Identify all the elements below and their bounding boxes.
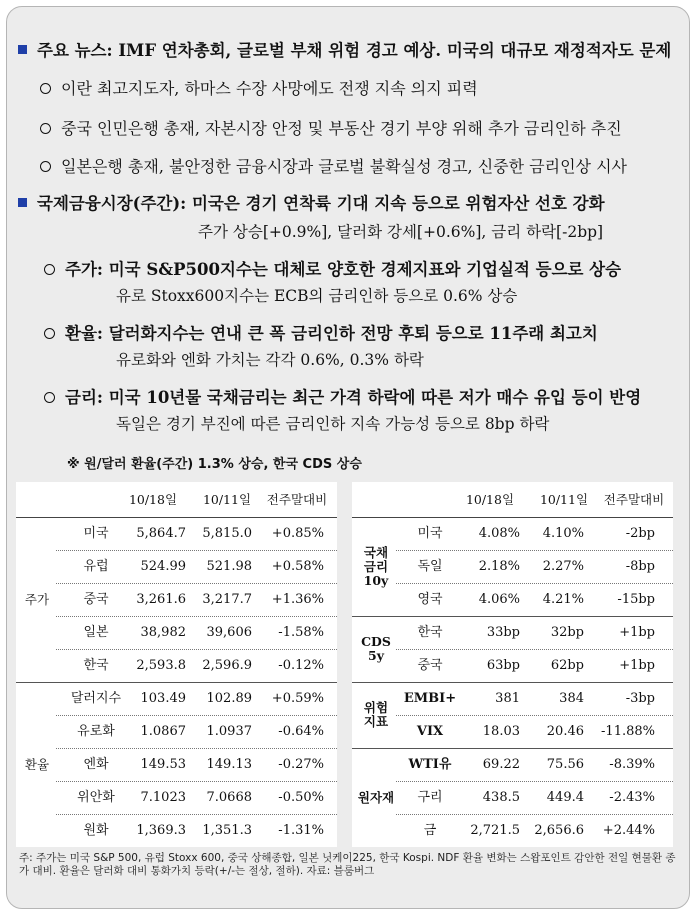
value-current: 381 — [495, 691, 520, 706]
table-row — [16, 517, 337, 550]
row-label: 원화 — [83, 823, 109, 838]
group-label: 원자재 — [357, 789, 395, 805]
right-market-table — [352, 482, 673, 847]
value-previous: 2.27% — [542, 559, 584, 574]
table-row — [352, 781, 673, 814]
value-change: -2bp — [625, 526, 655, 541]
value-previous: 2,656.6 — [534, 823, 584, 838]
value-previous: 521.98 — [206, 559, 252, 574]
value-current: 33bp — [486, 625, 520, 640]
value-change: -1.31% — [278, 823, 324, 838]
group-label: 주가 — [24, 591, 50, 607]
row-label: 미국 — [417, 526, 443, 541]
group-label: 환율 — [24, 756, 50, 772]
table-row — [16, 748, 337, 781]
value-change: +0.58% — [271, 559, 324, 574]
value-current: 5,864.7 — [136, 526, 186, 541]
value-current: 524.99 — [140, 559, 186, 574]
value-previous: 20.46 — [546, 724, 584, 739]
circle-bullet-icon — [44, 328, 55, 339]
row-label: 달러지수 — [70, 691, 122, 706]
row-label: 금 — [423, 823, 437, 838]
row-label: WTI유 — [408, 757, 452, 772]
row-label: VIX — [416, 724, 444, 739]
circle-bullet-icon — [40, 123, 51, 134]
value-change: +1bp — [619, 658, 655, 673]
value-previous: 39,606 — [206, 625, 252, 640]
value-previous: 2,596.9 — [202, 658, 252, 673]
value-previous: 62bp — [550, 658, 584, 673]
market-item-rates: 금리: 미국 10년물 국채금리는 최근 가격 하락에 따른 저가 매수 유입 등이 반영 — [44, 384, 641, 408]
value-current: 103.49 — [140, 691, 186, 706]
value-previous: 75.56 — [546, 757, 584, 772]
value-change: -11.88% — [601, 724, 655, 739]
row-label: 유로화 — [77, 724, 115, 739]
value-change: +1bp — [619, 625, 655, 640]
table-row — [16, 550, 337, 583]
row-label: 한국 — [83, 658, 109, 673]
section-news-heading: 주요 뉴스: IMF 연차총회, 글로벌 부채 위험 경고 예상. 미국의 대규모 재정적자도 문제 — [18, 37, 671, 61]
table-row — [352, 748, 673, 781]
value-current: 4.08% — [478, 526, 520, 541]
column-header: 10/18일 — [465, 492, 515, 507]
value-current: 1,369.3 — [136, 823, 186, 838]
table-row — [352, 517, 673, 550]
row-label: 엔화 — [83, 757, 109, 772]
value-change: -0.50% — [278, 790, 324, 805]
value-change: -3bp — [625, 691, 655, 706]
column-header: 10/11일 — [539, 492, 589, 507]
market-item-fx: 환율: 달러화지수는 연내 큰 폭 금리인하 전망 후퇴 등으로 11주래 최고치 — [44, 320, 598, 344]
value-previous: 149.13 — [206, 757, 252, 772]
news-item: 중국 인민은행 총재, 자본시장 안정 및 부동산 경기 부양 위해 추가 금리인하 추진 — [40, 116, 622, 139]
group-label: 위험 지표 — [363, 700, 389, 729]
table-row — [16, 781, 337, 814]
square-bullet-icon — [18, 198, 27, 207]
value-change: -0.64% — [278, 724, 324, 739]
market-item-detail: 유로화와 엔화 가치는 각각 0.6%, 0.3% 하락 — [116, 351, 424, 369]
table-header — [352, 482, 673, 518]
value-current: 3,261.6 — [136, 592, 186, 607]
value-previous: 4.21% — [542, 592, 584, 607]
table-row — [352, 583, 673, 616]
table-row — [16, 715, 337, 748]
value-change: -8.39% — [609, 757, 655, 772]
table-row — [16, 682, 337, 715]
circle-bullet-icon — [40, 161, 51, 172]
row-label: 일본 — [83, 625, 109, 640]
market-item-detail: 독일은 경기 부진에 따른 금리인하 지속 가능성 등으로 8bp 하락 — [116, 415, 550, 433]
left-market-table — [16, 482, 337, 847]
market-item-detail: 유로 Stoxx600지수는 ECB의 금리인하 등으로 0.6% 상승 — [116, 287, 518, 305]
value-previous: 1,351.3 — [202, 823, 252, 838]
table-row — [352, 649, 673, 682]
value-current: 7.1023 — [140, 790, 186, 805]
section-market-heading: 국제금융시장(주간): 미국은 경기 연착륙 기대 지속 등으로 위험자산 선호 강화 — [18, 190, 605, 214]
row-label: EMBI+ — [403, 691, 457, 706]
news-item: 일본은행 총재, 불안정한 금융시장과 글로벌 불확실성 경고, 신중한 금리인상 시사 — [40, 154, 627, 177]
row-label: 구리 — [417, 790, 443, 805]
table-row — [352, 616, 673, 649]
table-row — [352, 814, 673, 847]
value-change: +2.44% — [602, 823, 655, 838]
group-label: 국채 금리 10y — [363, 544, 389, 588]
row-label: 유럽 — [83, 559, 109, 574]
circle-bullet-icon — [44, 392, 55, 403]
value-current: 63bp — [486, 658, 520, 673]
table-row — [16, 649, 337, 682]
value-change: -2.43% — [609, 790, 655, 805]
row-label: 중국 — [83, 592, 109, 607]
column-header: 전주말대비 — [603, 492, 665, 507]
table-row — [16, 616, 337, 649]
value-current: 149.53 — [140, 757, 186, 772]
footnote: 주: 주가는 미국 S&P 500, 유럽 Stoxx 600, 중국 상해종합, 일본 닛케이225, 한국 Kospi. NDF 환율 변화는 스왑포인트 감안한 전일 현물환 종가 대비. 환율은 달러화 대비 통화가치 등락(+/-는 절상, 절하). 자료: 블룸버그 — [19, 852, 676, 877]
group-label: CDS 5y — [361, 634, 391, 663]
square-bullet-icon — [18, 45, 27, 54]
value-current: 2.18% — [478, 559, 520, 574]
value-change: +1.36% — [271, 592, 324, 607]
table-row — [352, 682, 673, 715]
value-change: -0.27% — [278, 757, 324, 772]
value-current: 438.5 — [482, 790, 520, 805]
row-label: 한국 — [417, 625, 443, 640]
column-header: 10/11일 — [202, 492, 252, 507]
table-row — [352, 715, 673, 748]
circle-bullet-icon — [44, 264, 55, 275]
value-previous: 32bp — [550, 625, 584, 640]
value-previous: 3,217.7 — [202, 592, 252, 607]
value-change: +0.85% — [271, 526, 324, 541]
news-item: 이란 최고지도자, 하마스 수장 사망에도 전쟁 지속 의지 피력 — [40, 76, 478, 99]
value-current: 2,721.5 — [470, 823, 520, 838]
value-current: 69.22 — [482, 757, 520, 772]
value-previous: 1.0937 — [206, 724, 252, 739]
value-current: 1.0867 — [140, 724, 186, 739]
value-current: 2,593.8 — [136, 658, 186, 673]
value-previous: 4.10% — [542, 526, 584, 541]
table-row — [352, 550, 673, 583]
value-previous: 384 — [559, 691, 584, 706]
value-change: -15bp — [617, 592, 655, 607]
value-previous: 102.89 — [206, 691, 252, 706]
column-header: 10/18일 — [128, 492, 178, 507]
value-previous: 5,815.0 — [202, 526, 252, 541]
value-current: 4.06% — [478, 592, 520, 607]
note-title: ※ 원/달러 환율(주간) 1.3% 상승, 한국 CDS 상승 — [67, 457, 362, 472]
market-summary: 주가 상승[+0.9%], 달러화 강세[+0.6%], 금리 하락[-2bp] — [198, 223, 604, 241]
table-row — [16, 814, 337, 847]
row-label: 영국 — [417, 592, 443, 607]
value-change: -0.12% — [278, 658, 324, 673]
row-label: 미국 — [83, 526, 109, 541]
row-label: 위안화 — [77, 790, 115, 805]
table-row — [16, 583, 337, 616]
circle-bullet-icon — [40, 83, 51, 94]
value-change: -8bp — [625, 559, 655, 574]
value-previous: 7.0668 — [206, 790, 252, 805]
column-header: 전주말대비 — [266, 492, 328, 507]
value-current: 38,982 — [140, 625, 186, 640]
value-current: 18.03 — [482, 724, 520, 739]
row-label: 독일 — [417, 559, 443, 574]
row-label: 중국 — [417, 658, 443, 673]
value-previous: 449.4 — [546, 790, 584, 805]
table-header — [16, 482, 337, 518]
market-item-stocks: 주가: 미국 S&P500지수는 대체로 양호한 경제지표와 기업실적 등으로 상승 — [44, 256, 621, 280]
value-change: -1.58% — [278, 625, 324, 640]
value-change: +0.59% — [271, 691, 324, 706]
